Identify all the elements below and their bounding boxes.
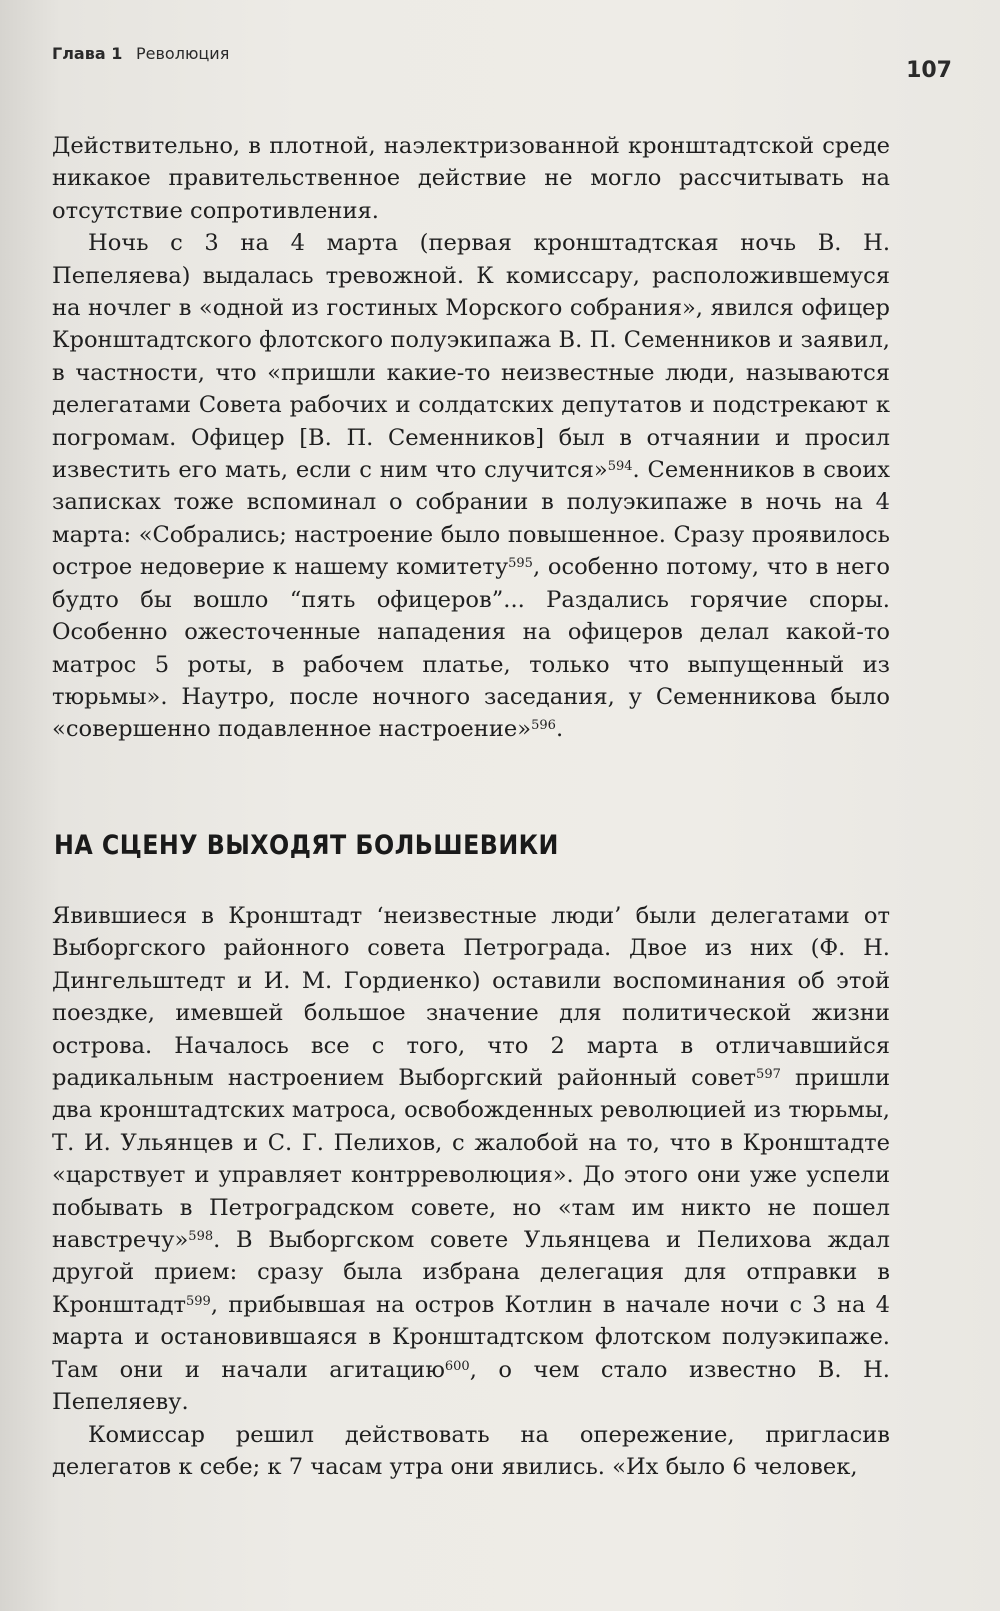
footnote-ref: 594 [607,458,633,474]
footnote-ref: 599 [186,1293,211,1309]
chapter-title: Революция [136,44,230,63]
page-number: 107 [906,58,952,83]
footnote-ref: 600 [444,1358,470,1374]
text-run: Явившиеся в Кронштадт ‘неизвестные люди’ были делегатами от Выборгского районного совета Петрограда. Двое из них (Ф. Н. Дингельштедт и И. М. Гордиенко) оставили воспоминания об этой поездке, имевшей большое значение для политической жизни острова. Началось все с того, что 2 марта в отличавшийся радикальным настроением Выборгский районный совет [52,903,890,1092]
text-run: , особенно потому, что в него будто бы вошло “пять офицеров”... Раздались горячие споры. Особенно ожесточенные нападения на офицеров делал какой-то матрос 5 роты, в рабочем платье, только что выпущенный из тюрьмы». Наутро, после ночного заседания, у Семенникова было «совершенно подавленное настроение» [52,554,890,743]
text-run: . Семенников в своих записках тоже вспоминал о собрании в полуэкипаже в ночь на 4 марта: «Собрались; настроение было повышенное. Сразу проявилось острое недоверие к нашему комитету [52,457,890,581]
running-head [52,44,952,83]
text-run: Действительно, в плотной, наэлектризованной кронштадтской среде никакое правительственное действие не могло рассчитывать на отсутствие сопротивления. [52,133,890,224]
text-run: Комиссар решил действовать на опережение, пригласив делегатов к себе; к 7 часам утра они явились. «Их было 6 человек, [52,1421,890,1480]
section-heading: НА СЦЕНУ ВЫХОДЯТ БОЛЬШЕВИКИ [54,830,559,861]
text-block-top [52,130,890,746]
text-block-bottom [52,900,890,1483]
text-run: , о чем стало известно В. Н. Пепеляеву. [52,1356,890,1416]
chapter-label: Глава 1 [52,44,123,63]
text-run: . [555,716,564,743]
footnote-ref: 598 [188,1228,214,1244]
paragraph [52,1419,890,1484]
text-run: . В Выборгском совете Ульянцева и Пелихова ждал другой прием: сразу была избрана делегация для отправки в Кронштадт [52,1227,890,1318]
text-run: Ночь с 3 на 4 марта (первая кронштадтская ночь В. Н. Пепеляева) выдалась тревожной. К комиссару, расположившемуся на ночлег в «одной из гостиных Морского собрания», явился офицер Кронштадтского флотского полуэкипажа В. П. Семенников и заявил, в частности, что «пришли какие-то неизвестные люди, называются делегатами Совета рабочих и солдатских депутатов и подстрекают к погромам. Офицер [В. П. Семенников] был в отчаянии и просил известить его мать, если с ним что случится» [52,230,890,484]
paragraph [52,900,890,1419]
footnote-ref: 595 [508,556,533,572]
text-run: , прибывшая на остров Котлин в начале ночи с 3 на 4 марта и остановившаяся в Кронштадтском флотском полуэкипаже. Там они и начали агитацию [52,1291,890,1383]
footnote-ref: 596 [531,718,556,734]
text-run: пришли два кронштадтских матроса, освобожденных революцией из тюрьмы, Т. И. Ульянцев и С. Г. Пелихов, с жалобой на то, что в Кронштадте «царствует и управляет контрреволюция». До этого они уже успели побывать в Петроградском совете, но «там им никто не пошел навстречу» [52,1065,890,1254]
paragraph [52,227,890,746]
paragraph [52,130,890,227]
footnote-ref: 597 [756,1066,781,1082]
